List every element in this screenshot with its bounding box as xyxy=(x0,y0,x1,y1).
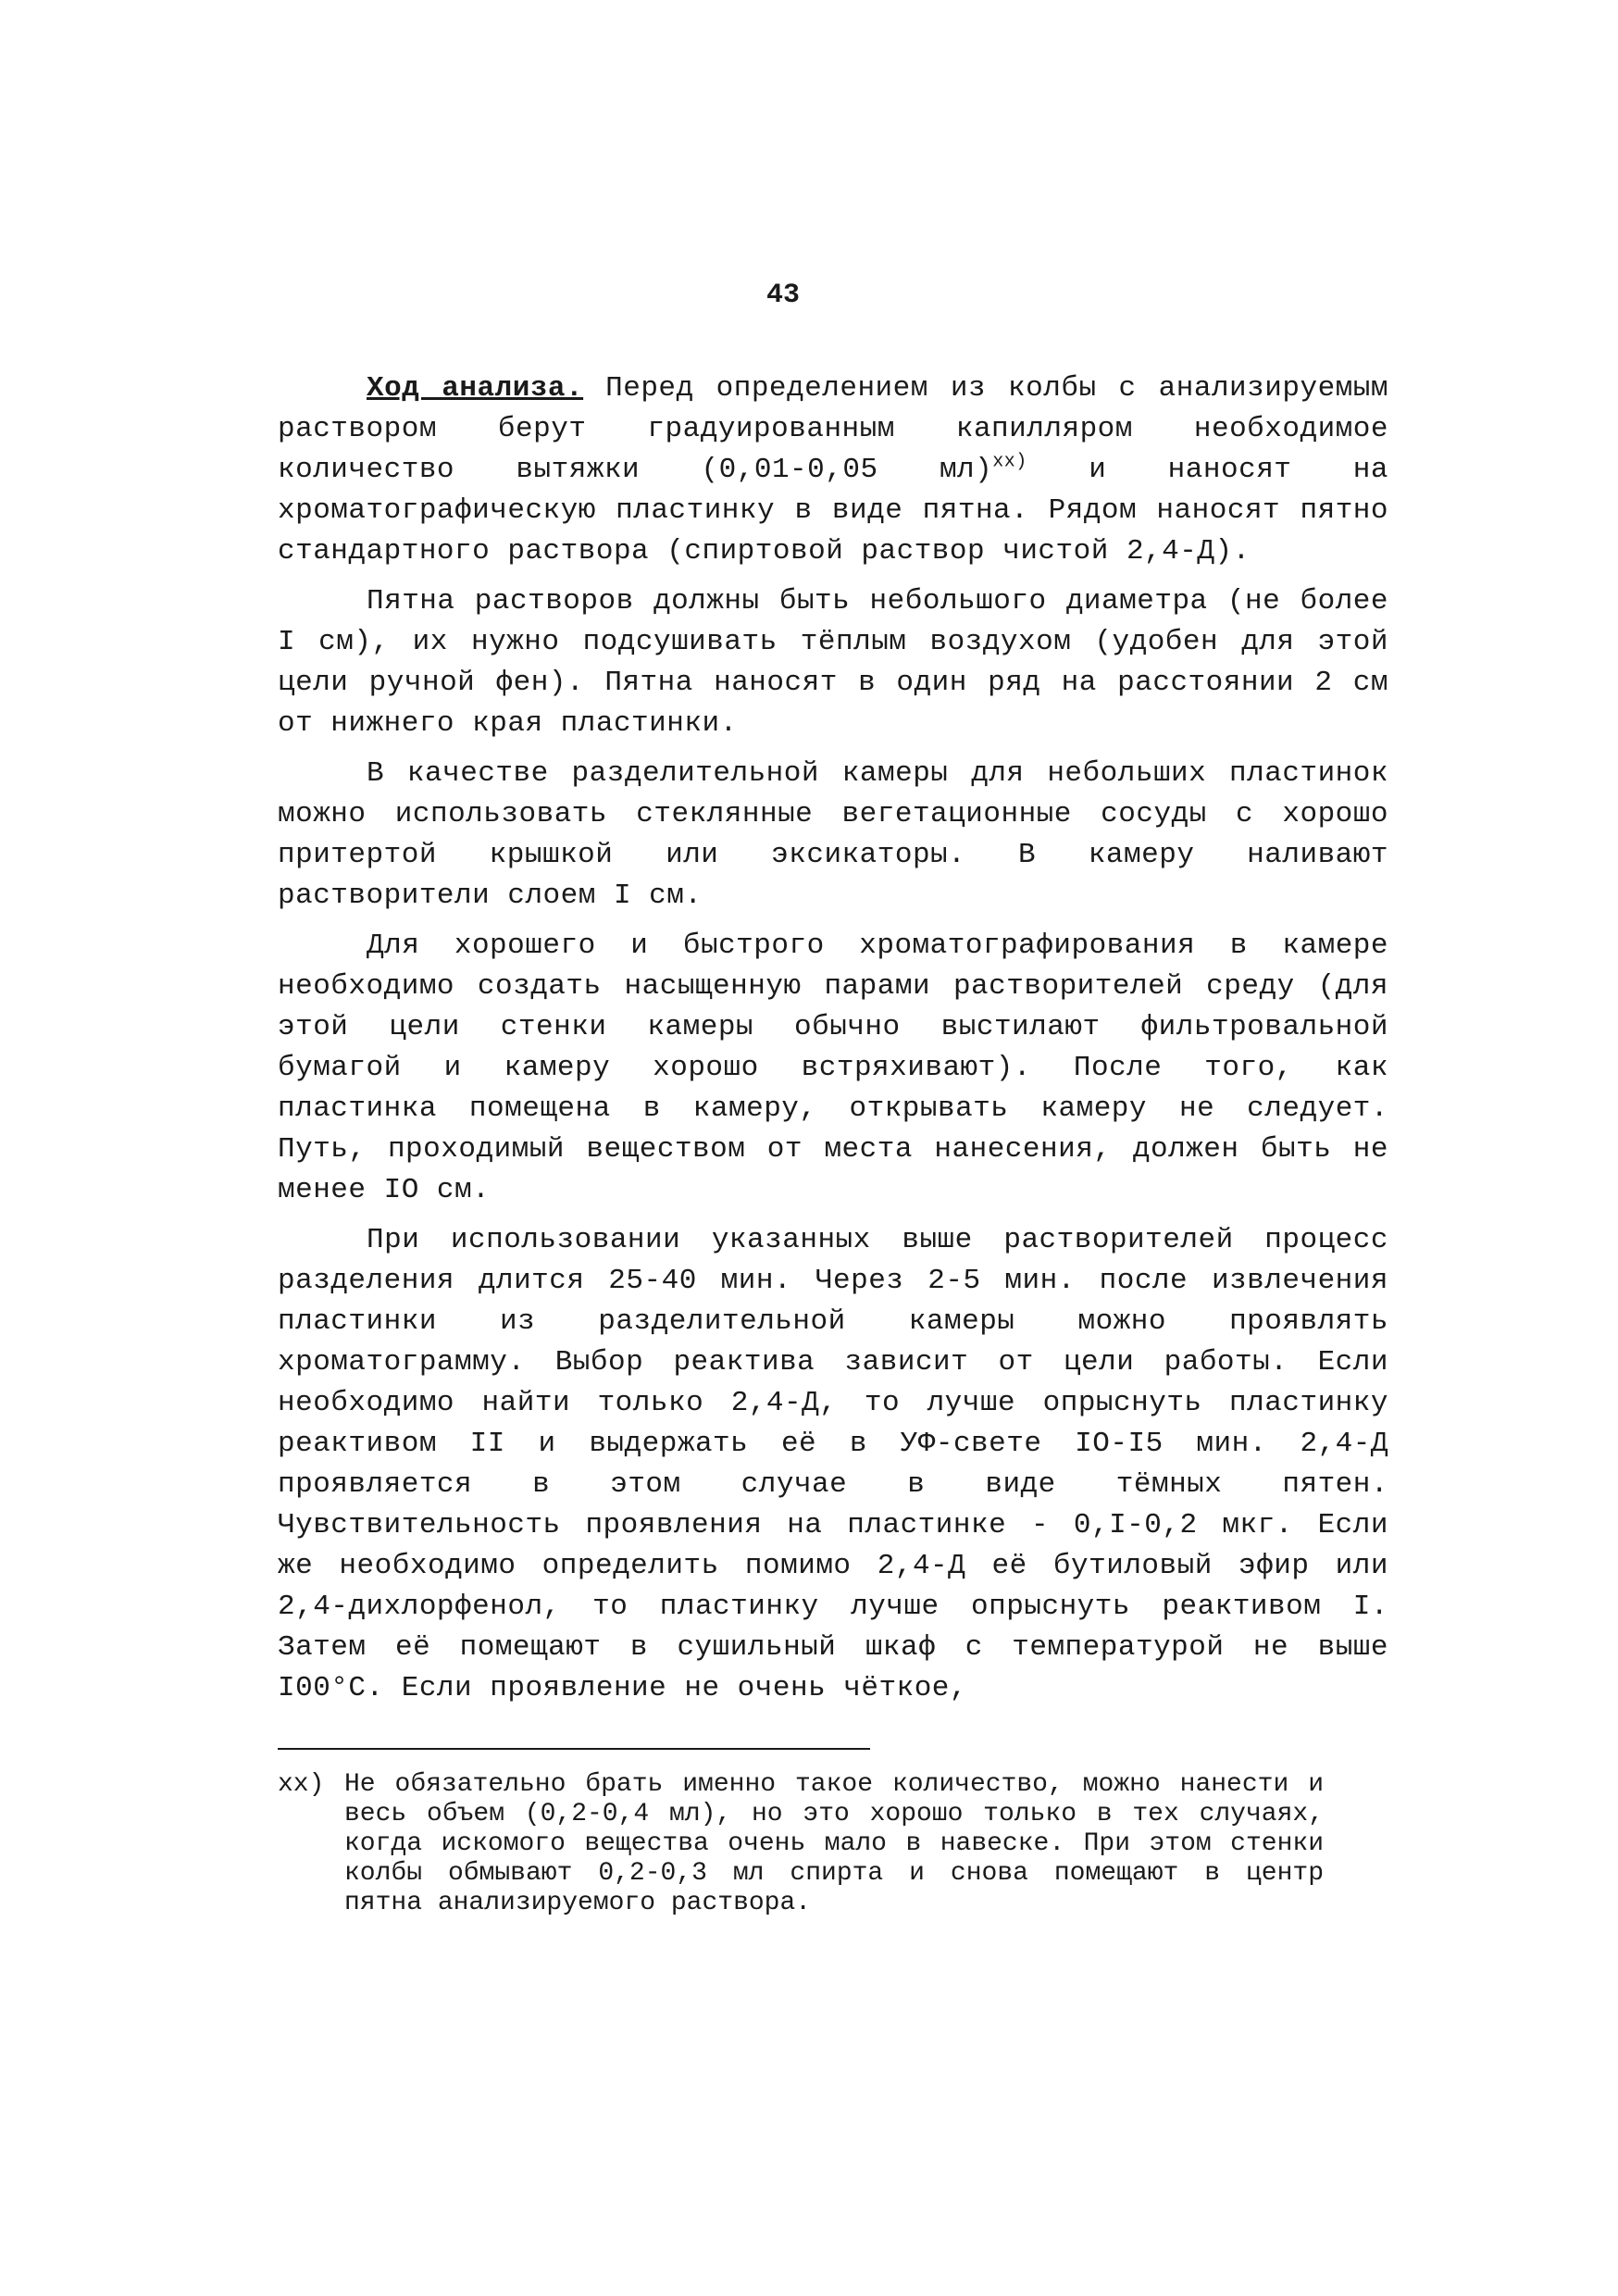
section-heading: Ход анализа. xyxy=(367,372,584,405)
paragraph-4: Для хорошего и быстрого хроматографирования в камере необходимо создать насыщенную парами растворителей среду (для этой цели стенки камеры обычно выстилают фильтровальной бумагой и камеру хорошо встряхивают). После того, как пластинка помещена в камеру, открывать камеру не следует. Путь, проходимый веществом от места нанесения, должен быть не менее IO см. xyxy=(278,930,1388,1206)
footnote xyxy=(278,1770,1324,1918)
footnote-reference: xx) xyxy=(992,451,1027,473)
paragraph-2: Пятна растворов должны быть небольшого диаметра (не более I см), их нужно подсушивать тёплым воздухом (удобен для этой цели ручной фен). Пятна наносят в один ряд на расстоянии 2 см от нижнего края пластинки. xyxy=(278,585,1388,740)
paragraph-1-text-b: и наносят на хроматографическую пластинку в виде пятна. Рядом наносят пятно стандартного раствора (спиртовой раствор чистой 2,4-Д). xyxy=(278,454,1389,568)
paragraph-1 xyxy=(278,368,1388,572)
footnote-text: Не обязательно брать именно такое количество, можно нанести и весь объем (0,2-0,4 мл), но это хорошо только в тех случаях, когда искомого вещества очень мало в навеске. При этом стенки колбы обмывают 0,2-0,3 мл спирта и снова помещают в центр пятна анализируемого раствора. xyxy=(344,1770,1324,1917)
footnote-divider xyxy=(278,1748,870,1750)
body-text xyxy=(278,368,1388,1718)
page-number: 43 xyxy=(766,280,801,311)
paragraph-5: При использовании указанных выше растворителей процесс разделения длится 25-40 мин. Через 2-5 мин. после извлечения пластинки из разделительной камеры можно проявлять хроматограмму. Выбор реактива зависит от цели работы. Если необходимо найти только 2,4-Д, то лучше опрыснуть пластинку реактивом II и выдержать её в УФ-свете IO-I5 мин. 2,4-Д проявляется в этом случае в виде тёмных пятен. Чувствительность проявления на пластинке - 0,I-0,2 мкг. Если же необходимо определить помимо 2,4-Д её бутиловый эфир или 2,4-дихлорфенол, то пластинку лучше опрыснуть реактивом I. Затем её помещают в сушильный шкаф с температурой не выше I00°С. Если проявление не очень чёткое, xyxy=(278,1224,1388,1704)
paragraph-1-text-a: Перед определением из колбы с анализируемым раствором берут градуированным капилляром необходимое количество вытяжки (0,01-0,05 мл) xyxy=(278,372,1388,486)
paragraph-3: В качестве разделительной камеры для небольших пластинок можно использовать стеклянные вегетационные сосуды с хорошо притертой крышкой или эксикаторы. В камеру наливают растворители слоем I см. xyxy=(278,757,1388,912)
footnote-marker: xx) xyxy=(278,1770,325,1799)
